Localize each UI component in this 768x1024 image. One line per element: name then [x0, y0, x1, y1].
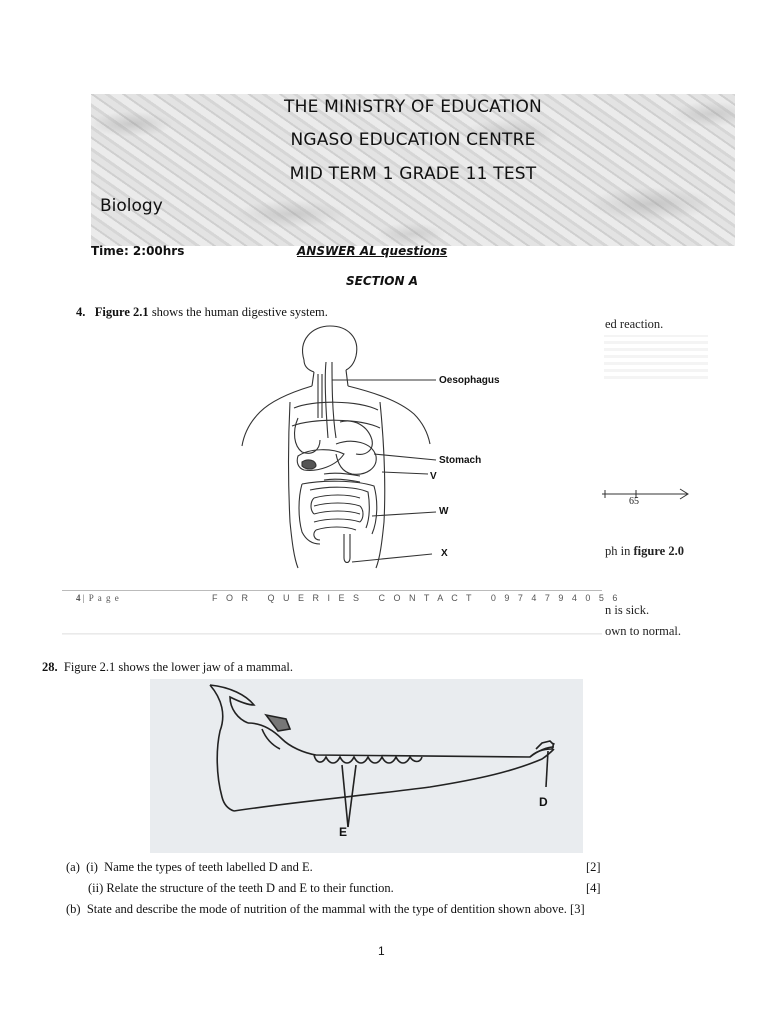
number-line-label: 65 — [629, 496, 639, 507]
school-name: NGASO EDUCATION CENTRE — [290, 130, 536, 150]
question-28-text — [42, 660, 293, 675]
page-number: 1 — [378, 944, 385, 958]
question-28-a-ii-marks: [4] — [586, 881, 601, 895]
question-4-body: shows the human digestive system. — [148, 305, 328, 319]
figure-ref: Figure 2.1 — [94, 305, 149, 319]
question-4-text — [76, 305, 328, 320]
number-line-fragment — [600, 484, 700, 508]
question-28-b: (b) State and describe the mode of nutrition of the mammal with the type of dentition shown above. [3] — [66, 902, 585, 916]
digestive-system-figure — [232, 322, 522, 570]
question-28-a-i-marks: [2] — [586, 860, 601, 874]
partial-text-5: own to normal. — [605, 624, 682, 638]
page-edge — [62, 633, 602, 635]
footer-page — [76, 593, 120, 603]
label-w: W — [439, 506, 449, 517]
partial-text-4: n is sick. — [605, 603, 650, 617]
ministry-title: THE MINISTRY OF EDUCATION — [284, 97, 542, 117]
partial-text-3a: ph in — [605, 544, 634, 558]
partial-text-3b: figure 2.0 — [633, 544, 684, 558]
question-28-body: Figure 2.1 shows the lower jaw of a mammal. — [63, 660, 293, 674]
faded-text-area — [604, 335, 708, 379]
lower-jaw-figure — [150, 679, 583, 853]
partial-text-1: ed reaction. — [605, 317, 664, 331]
test-title: MID TERM 1 GRADE 11 TEST — [289, 164, 537, 184]
label-e: E — [339, 825, 348, 839]
partial-text-3 — [605, 544, 684, 559]
question-4-number: 4. — [76, 305, 86, 319]
question-28-a-i-text: (a) (i) Name the types of teeth labelled D and E. — [66, 860, 313, 874]
label-x: X — [441, 548, 448, 559]
question-28-number: 28. — [42, 660, 58, 674]
footer-page-number: 4 — [76, 593, 81, 603]
label-d: D — [539, 795, 548, 809]
instruction: ANSWER AL questions — [297, 244, 448, 258]
label-stomach: Stomach — [439, 455, 482, 466]
footer-page-word: | P a g e — [82, 593, 120, 603]
label-v: V — [430, 471, 437, 482]
section-heading: SECTION A — [346, 274, 419, 288]
footer-contact: F O R Q U E R I E S C O N T A C T 0 9 7 4 7 9 4 0 5 6 — [212, 593, 621, 603]
subject-label: Biology — [100, 196, 163, 216]
footer-rule — [62, 590, 602, 591]
question-28-a-ii-text: (ii) Relate the structure of the teeth D and E to their function. — [88, 881, 394, 895]
time-allowed: Time: 2:00hrs — [91, 244, 185, 258]
label-oesophagus: Oesophagus — [439, 375, 500, 386]
question-28-a-i — [66, 860, 606, 875]
